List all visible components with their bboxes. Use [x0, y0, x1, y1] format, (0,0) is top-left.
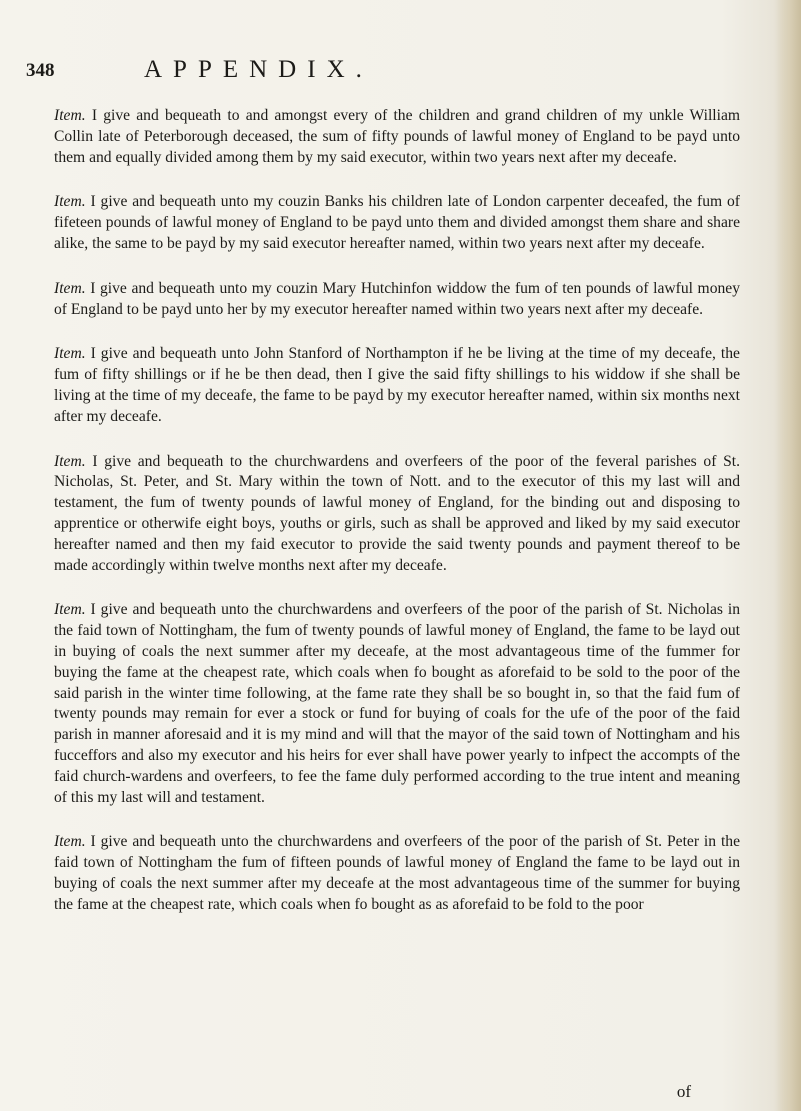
bequest-entry	[54, 600, 740, 808]
item-text: I give and bequeath unto the churchwardens and overfeers of the poor of the parish of St. Peter in the faid town of Nottingham the fum of fifteen pounds of lawful money of England the fame to be layd out in buying of coals the next summer after my deceafe at the most advantageous time of the summer for buying the fame at the cheapest rate, which coals when fo bought as as aforefaid to be fold to the poor	[54, 833, 740, 913]
item-text: I give and bequeath to the churchwardens and overfeers of the poor of the feveral parishes of St. Nicholas, St. Peter, and St. Mary within the town of Nott. and to the executor of this my last will and testament, the fum of twenty pounds of lawful money of England, for the binding out and disposing to apprentice or otherwife eight boys, youths or girls, such as shall be approved and liked by my said executor hereafter named and then my faid executor to provide the said twenty pounds and payment thereof to be made accordingly within twelve months next after my deceafe.	[54, 452, 740, 574]
item-label: Item.	[54, 833, 86, 851]
bequest-entry	[54, 192, 740, 254]
item-text: I give and bequeath unto my couzin Banks his children late of London carpenter deceafed, the fum of fifeteen pounds of lawful money of England to be payd unto them and divided amongst them share and share alike, the same to be payd by my said executor hereafter named, within two years next after my deceafe.	[54, 193, 740, 252]
item-text: I give and bequeath unto the churchwardens and overfeers of the poor of the parish of St. Nicholas in the faid town of Nottingham, the fum of twenty pounds of lawful money of England, the fame to be layd out in buying of coals the next summer after my deceafe, at the most advantageous time of the fummer for buying the fame at the cheapest rate, which coals when fo bought as aforefaid to be sold to the poor of the said parish in the winter time following, at the fame rate they shall be so bought in, so that the faid fum of twenty pounds may remain for ever a stock or fund for buying of coals for the ufe of the poor of the faid parish in manner aforesaid and it is my mind and will that the mayor of the said town of Nottingham and his fucceffors and also my executor and his heirs for ever shall have power yearly to infpect the accompts of the faid church-wardens and overfeers, to fee the fame duly performed according to the true intent and meaning of this my last will and testament.	[54, 601, 740, 806]
item-label: Item.	[54, 601, 86, 619]
item-label: Item.	[54, 279, 86, 297]
running-head: APPENDIX.	[144, 56, 373, 83]
page-number: 348	[26, 60, 55, 81]
bequest-entry	[54, 452, 740, 577]
bequest-entry	[54, 106, 740, 168]
item-label: Item.	[54, 107, 86, 124]
body-text	[54, 106, 740, 940]
item-text: I give and bequeath unto my couzin Mary Hutchinfon widdow the fum of ten pounds of lawful money of England to be payd unto her by my executor hereafter named within two years next after my deceafe.	[54, 279, 741, 318]
page-edge-shadow	[775, 0, 801, 1111]
item-label: Item.	[54, 452, 86, 470]
bequest-entry	[54, 832, 740, 915]
item-text: I give and bequeath unto John Stanford of Northampton if he be living at the time of my deceafe, the fum of fifty shillings or if he be then dead, then I give the said fifty shillings to his widdow if she shall be living at the time of my deceafe, the fame to be payd by my executor hereafter named, within six months next after my deceafe.	[54, 345, 740, 425]
item-label: Item.	[54, 193, 86, 211]
bequest-entry	[54, 279, 740, 321]
item-label: Item.	[54, 345, 86, 363]
item-text: I give and bequeath to and amongst every of the children and grand children of my unkle William Collin late of Peterborough deceased, the sum of fifty pounds of lawful money of England to be payd unto them and equally divided among them by my said executor, within two years next after my deceafe.	[54, 107, 740, 166]
bequest-entry	[54, 344, 740, 427]
catchword: of	[676, 1082, 691, 1101]
page-header	[26, 56, 726, 90]
